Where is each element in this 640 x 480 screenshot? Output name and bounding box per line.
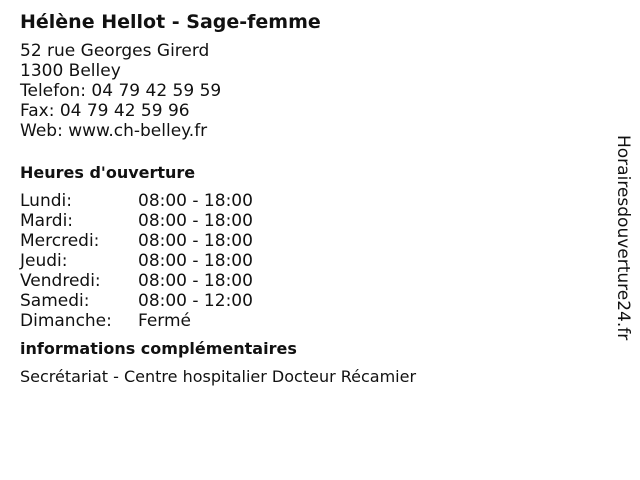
street-address: 52 rue Georges Girerd xyxy=(20,41,210,61)
hours-row-sunday xyxy=(20,311,600,331)
day-label: Samedi: xyxy=(20,291,90,311)
time-range: 08:00 - 18:00 xyxy=(138,211,253,231)
time-range: 08:00 - 12:00 xyxy=(138,291,253,311)
business-card xyxy=(20,8,600,387)
business-title: Hélène Hellot - Sage-femme xyxy=(20,11,321,33)
day-label: Vendredi: xyxy=(20,271,101,291)
phone-number: Telefon: 04 79 42 59 59 xyxy=(20,81,222,101)
day-label: Jeudi: xyxy=(20,251,68,271)
time-range: 08:00 - 18:00 xyxy=(138,191,253,211)
opening-hours-table xyxy=(20,191,600,331)
time-range: 08:00 - 18:00 xyxy=(138,271,253,291)
hours-row-monday xyxy=(20,191,600,211)
site-brand-watermark: Horairesdouverture24.fr xyxy=(613,135,633,341)
hours-row-saturday xyxy=(20,291,600,311)
fax-number: Fax: 04 79 42 59 96 xyxy=(20,101,190,121)
time-range: 08:00 - 18:00 xyxy=(138,231,253,251)
hours-row-thursday xyxy=(20,251,600,271)
opening-hours-heading: Heures d'ouverture xyxy=(20,163,196,182)
day-label: Mercredi: xyxy=(20,231,100,251)
hours-row-tuesday xyxy=(20,211,600,231)
day-label: Mardi: xyxy=(20,211,74,231)
day-label: Dimanche: xyxy=(20,311,112,331)
address-block xyxy=(20,41,600,141)
website: Web: www.ch-belley.fr xyxy=(20,121,208,141)
additional-info-heading: informations complémentaires xyxy=(20,339,297,358)
hours-row-friday xyxy=(20,271,600,291)
time-range: 08:00 - 18:00 xyxy=(138,251,253,271)
time-range: Fermé xyxy=(138,311,192,331)
additional-info-text: Secrétariat - Centre hospitalier Docteur Récamier xyxy=(20,367,417,386)
hours-row-wednesday xyxy=(20,231,600,251)
day-label: Lundi: xyxy=(20,191,72,211)
city-postal-code: 1300 Belley xyxy=(20,61,121,81)
